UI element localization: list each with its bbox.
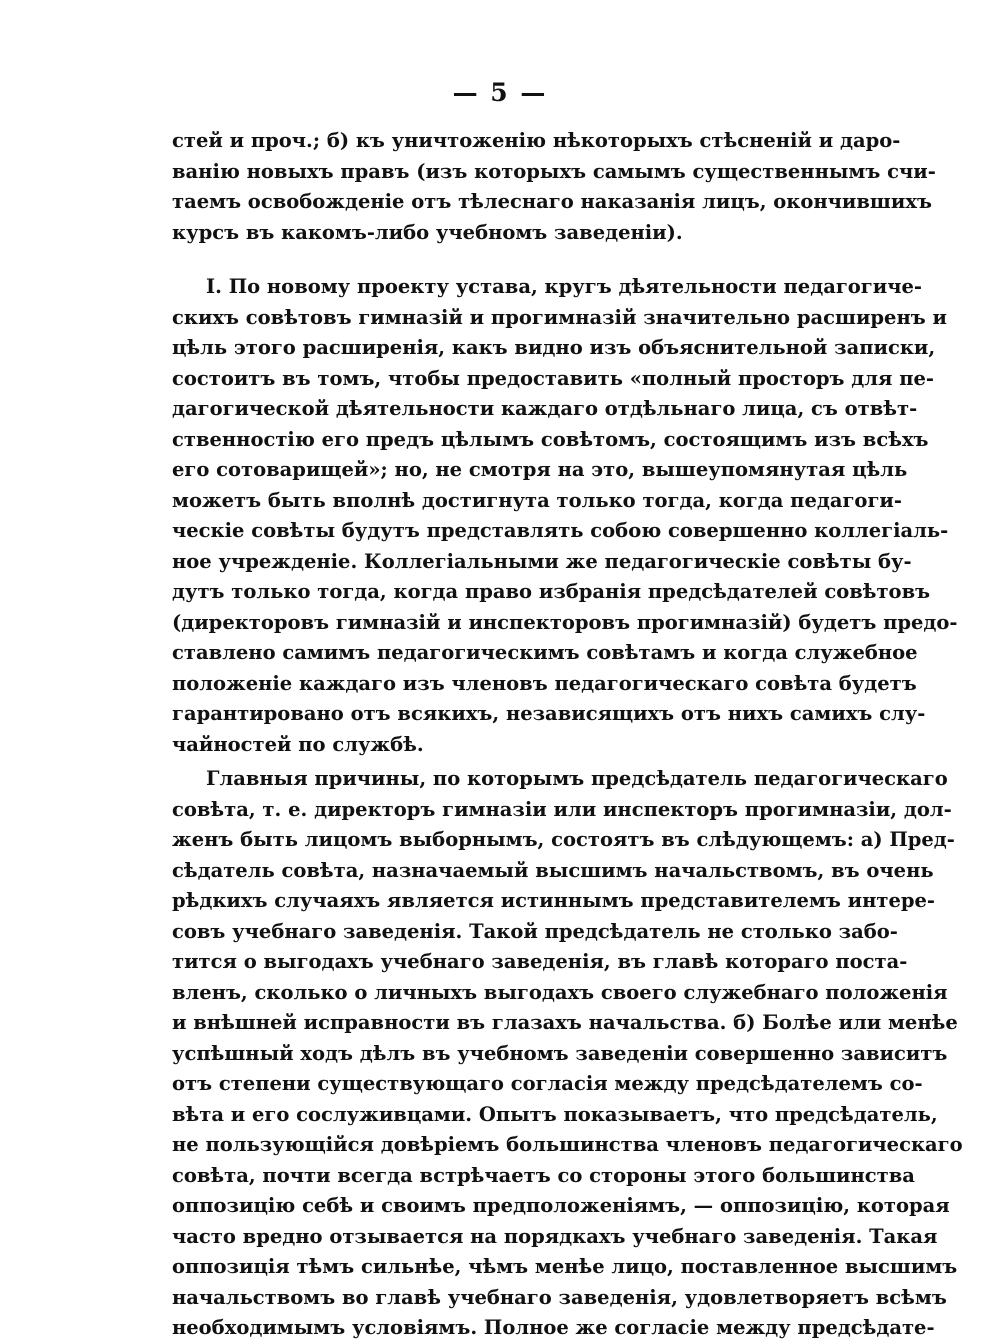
text-line: вленъ, сколько о личныхъ выгодахъ своего служебнаго положенія: [172, 980, 948, 1004]
text-line: ственностію его предъ цѣлымъ совѣтомъ, состоящимъ изъ всѣхъ: [172, 427, 929, 451]
text-line: I. По новому проекту устава, кругъ дѣятельности педагогиче-: [206, 275, 922, 298]
text-line: и внѣшней исправности въ глазахъ начальства. б) Болѣе или менѣе: [172, 1011, 958, 1034]
text-line: не пользующійся довѣріемъ большинства членовъ педагогическаго: [172, 1133, 963, 1156]
text-line: скихъ совѣтовъ гимназій и прогимназій значительно расширенъ и: [172, 305, 947, 329]
paragraph-section-one: [172, 272, 958, 760]
paragraph-causes: [172, 764, 963, 1344]
text-line: Главныя причины, по которымъ предсѣдатель педагогическаго: [206, 767, 948, 790]
text-line: оппозиція тѣмъ сильнѣе, чѣмъ менѣе лицо, поставленное высшимъ: [172, 1255, 958, 1278]
text-line: женъ быть лицомъ выборнымъ, состоятъ въ слѣдующемъ: а) Пред-: [172, 828, 955, 851]
text-line: ческіе совѣты будутъ представлять собою совершенно коллегіаль-: [172, 519, 949, 542]
text-line: оппозицію себѣ и своимъ предположеніямъ, — оппозицію, которая: [172, 1194, 950, 1217]
text-line: ванію новыхъ правъ (изъ которыхъ самымъ существеннымъ счи-: [172, 159, 936, 183]
text-line: дагогической дѣятельности каждаго отдѣльнаго лица, съ отвѣт-: [172, 397, 918, 420]
text-line: совѣта, т. е. директоръ гимназіи или инспекторъ прогимназіи, дол-: [172, 797, 952, 821]
text-line: необходимымъ условіямъ. Полное же согласіе между предсѣдате-: [172, 1316, 935, 1339]
text-line: гарантировано отъ всякихъ, независящихъ отъ нихъ самихъ слу-: [172, 702, 926, 725]
text-line: совѣта, почти всегда встрѣчаетъ со стороны этого большинства: [172, 1163, 915, 1187]
text-line: можетъ быть вполнѣ достигнута только тогда, когда педагоги-: [172, 488, 902, 512]
text-line: положеніе каждаго изъ членовъ педагогическаго совѣта будетъ: [172, 671, 917, 695]
text-line: тится о выгодахъ учебнаго заведенія, въ главѣ котораго поста-: [172, 950, 908, 973]
text-line: чайностей по службѣ.: [172, 732, 424, 756]
text-line: начальствомъ во главѣ учебнаго заведенія, удовлетворяетъ всѣмъ: [172, 1285, 947, 1309]
text-line: сѣдатель совѣта, назначаемый высшимъ начальствомъ, въ очень: [172, 858, 934, 882]
text-line: цѣль этого расширенія, какъ видно изъ объяснительной записки,: [172, 336, 936, 359]
text-column: [172, 126, 963, 1344]
text-line: отъ степени существующаго согласія между предсѣдателемъ со-: [172, 1072, 923, 1095]
text-line: вѣта и его сослуживцами. Опытъ показываетъ, что предсѣдатель,: [172, 1102, 938, 1126]
text-line: состоитъ въ томъ, чтобы предоставить «полный просторъ для пе-: [172, 366, 934, 390]
text-line: ставлено самимъ педагогическимъ совѣтамъ и когда служебное: [172, 641, 918, 664]
text-line: его сотоварищей»; но, не смотря на это, вышеупомянутая цѣль: [172, 458, 908, 481]
text-line: курсъ въ какомъ-либо учебномъ заведеніи).: [172, 220, 683, 244]
paragraph-spacer: [172, 248, 856, 272]
text-line: таемъ освобожденіе отъ тѣлеснаго наказанія лицъ, окончившихъ: [172, 190, 932, 213]
paragraph-continuation: [172, 126, 936, 248]
text-line: ное учрежденіе. Коллегіальными же педагогическіе совѣты бу-: [172, 549, 912, 573]
text-line: успѣшный ходъ дѣлъ въ учебномъ заведеніи совершенно зависитъ: [172, 1041, 948, 1065]
text-line: дутъ только тогда, когда право избранія предсѣдателей совѣтовъ: [172, 580, 931, 603]
text-line: рѣдкихъ случаяхъ является истиннымъ представителемъ интере-: [172, 889, 935, 912]
text-line: часто вредно отзывается на порядкахъ учебнаго заведенія. Такая: [172, 1224, 938, 1248]
text-line: (директоровъ гимназій и инспекторовъ прогимназій) будетъ предо-: [172, 610, 958, 634]
text-line: стей и проч.; б) къ уничтоженію нѣкоторыхъ стѣсненій и даро-: [172, 129, 901, 152]
text-line: совъ учебнаго заведенія. Такой предсѣдатель не столько забо-: [172, 919, 898, 943]
page-number: — 5 —: [452, 78, 548, 107]
